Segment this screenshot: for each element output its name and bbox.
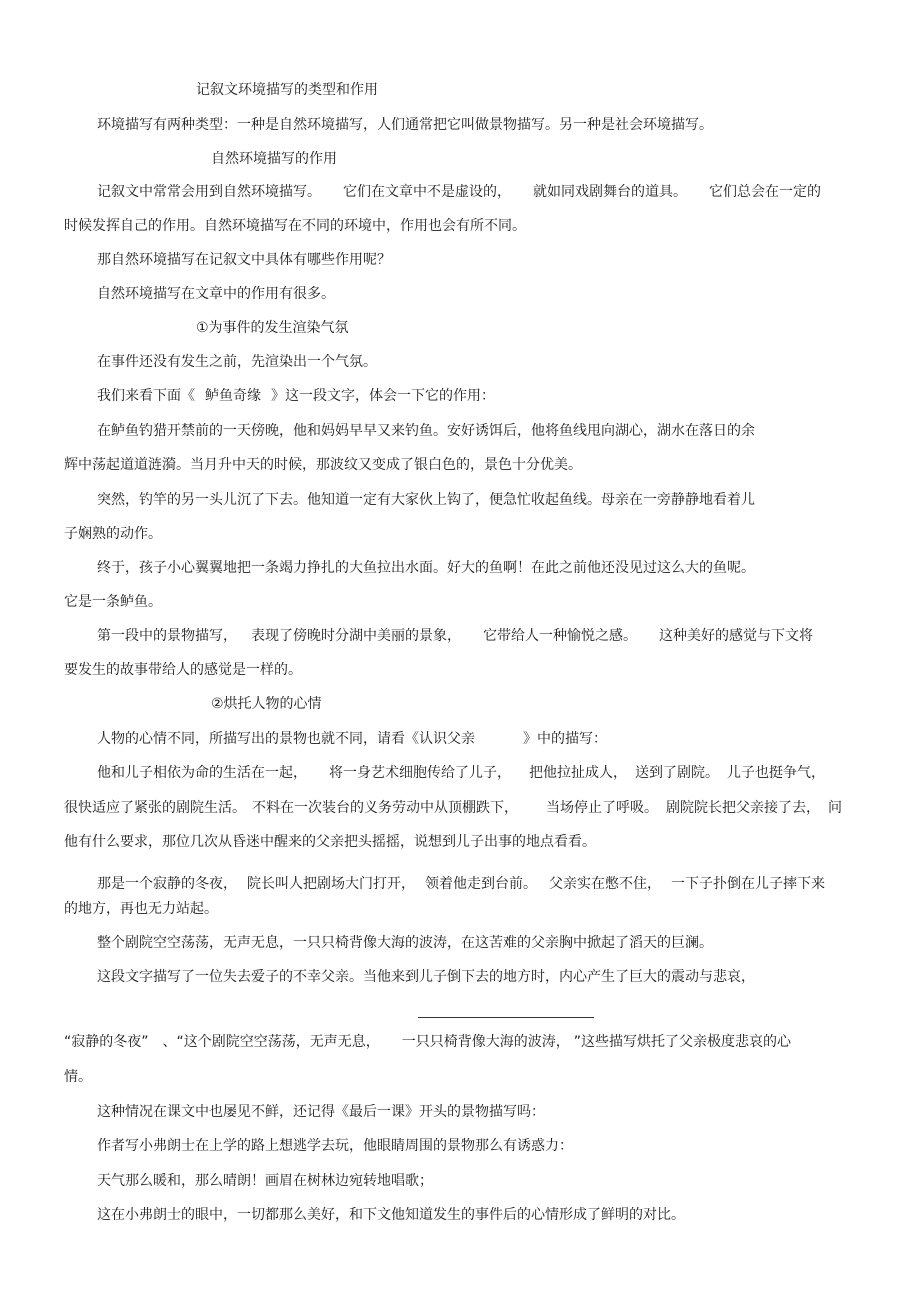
text-run: 第一段中的景物描写，	[97, 628, 237, 644]
paragraph-line: 辉中荡起道道涟漪。当月升中天的时候，那波纹又变成了银白色的，景色十分优美。	[64, 457, 582, 473]
paragraph-line: 在事件还没有发生之前，先渲染出一个气氛。	[97, 354, 377, 370]
paragraph-line: 它是一条鲈鱼。	[64, 594, 162, 610]
text-run: 他和儿子相依为命的生活在一起，	[97, 765, 307, 781]
paragraph-line: 天气那么暖和，那么晴朗！画眉在树林边宛转地唱歌；	[97, 1173, 433, 1189]
paragraph-line: 在鲈鱼钓猎开禁前的一天傍晚，他和妈妈早早又来钓鱼。安好诱饵后，他将鱼线甩向湖心，湖水在落日的余	[97, 423, 755, 439]
intro-paragraph: 环境描写有两种类型：一种是自然环境描写，人们通常把它叫做景物描写。另一种是社会环境描写。	[97, 117, 713, 133]
text-run: 院长叫人把剧场大门打开，	[247, 876, 415, 892]
text-run: 剧院院长把父亲接了去，	[666, 800, 820, 816]
text-run: 那是一个寂静的冬夜，	[97, 876, 237, 892]
text-run: 表现了傍晚时分湖中美丽的景象，	[251, 628, 461, 644]
paragraph-line	[97, 182, 821, 202]
paragraph-line: 终于，孩子小心翼翼地把一条竭力挣扎的大鱼拉出水面。好大的鱼啊！在此之前他还没见过这么大的鱼呢。	[97, 560, 755, 576]
text-run: 不料在一次装台的义务劳动中从顶棚跌下，	[252, 800, 518, 816]
subheading: ①为事件的发生渲染气氛	[196, 320, 349, 336]
text-run: 很快适应了紧张的剧院生活。	[64, 800, 246, 816]
text-run: 我们来看下面《	[97, 388, 195, 404]
text-run: 》中的描写：	[523, 731, 607, 747]
text-run: 儿子也挺争气，	[727, 765, 825, 781]
text-run: 人物的心情不同，所描写出的景物也就不同，请看《认识父亲	[97, 731, 475, 747]
text-run: 记叙文中常常会用到自然环境描写。	[97, 184, 321, 200]
text-run: “寂静的冬夜”	[64, 1034, 149, 1050]
paragraph-line: 要发生的故事带给人的感觉是一样的。	[64, 662, 302, 678]
text-run: 、“这个剧院空空荡荡，无声无息，	[162, 1034, 380, 1050]
paragraph-line: 情。	[64, 1069, 92, 1085]
text-run: 父亲实在憋不住，	[549, 876, 661, 892]
subheading: ②烘托人物的心情	[211, 696, 322, 712]
paragraph-line	[97, 626, 813, 646]
text-run: 一下子扑倒在儿子摔下来	[671, 876, 825, 892]
doc-title: 记叙文环境描写的类型和作用	[196, 82, 378, 98]
paragraph-line: 时候发挥自己的作用。自然环境描写在不同的环境中，作用也会有所不同。	[64, 218, 526, 234]
paragraph-line: 整个剧院空空荡荡，无声无息，一只只椅背像大海的波涛，在这苦难的父亲胸中掀起了滔天的巨澜。	[97, 935, 713, 951]
paragraph-line: 自然环境描写在文章中的作用有很多。	[97, 286, 335, 302]
text-run: 》这一段文字，体会一下它的作用：	[271, 388, 495, 404]
paragraph-line: 这段文字描写了一位失去爱子的不幸父亲。当他来到儿子倒下去的地方时，内心产生了巨大的震动与悲哀，	[97, 969, 755, 985]
text-run: 它们总会在一定的	[709, 184, 821, 200]
text-run: 问	[828, 800, 842, 816]
paragraph-line	[64, 798, 842, 818]
paragraph-line: 子娴熟的动作。	[64, 526, 162, 542]
paragraph-line: 突然，钓竿的另一头儿沉了下去。他知道一定有大家伙上钩了，便急忙收起鱼线。母亲在一旁静静地看着儿	[97, 492, 755, 508]
text-run: 一只只椅背像大海的波涛，	[401, 1034, 570, 1050]
paragraph-line: 那自然环境描写在记叙文中具体有哪些作用呢？	[97, 252, 391, 268]
text-run: 它们在文章中不是虚设的，	[343, 184, 511, 200]
paragraph-line	[97, 729, 607, 749]
text-run: 将一身艺术细胞传给了儿子，	[329, 765, 511, 781]
paragraph-line: 作者写小弗朗士在上学的路上想逃学去玩，他眼睛周围的景物那么有诱惑力：	[97, 1138, 573, 1154]
text-run: 领着他走到台前。	[425, 876, 537, 892]
paragraph-line	[97, 763, 825, 783]
paragraph-line: 这种情况在课文中也屡见不鲜，还记得《最后一课》开头的景物描写吗：	[97, 1104, 545, 1120]
text-run: 它带给人一种愉悦之感。	[483, 628, 637, 644]
paragraph-line	[97, 386, 495, 406]
text-run: 把他拉扯成人，	[529, 765, 627, 781]
text-run: 鲈鱼奇缘	[205, 388, 261, 404]
text-run: ”这些描写烘托了父亲极度悲哀的心	[573, 1034, 792, 1050]
paragraph-line: 的地方，再也无力站起。	[64, 901, 218, 917]
paragraph-line	[97, 874, 825, 894]
text-run: 这种美好的感觉与下文将	[659, 628, 813, 644]
paragraph-line	[64, 1032, 791, 1052]
paragraph-line: 这在小弗朗士的眼中，一切都那么美好，和下文他知道发生的事件后的心情形成了鲜明的对比。	[97, 1207, 685, 1223]
text-run: 就如同戏剧舞台的道具。	[533, 184, 687, 200]
paragraph-line: 他有什么要求，那位几次从昏迷中醒来的父亲把头摇摇，说想到儿子出事的地点看看。	[64, 834, 596, 850]
divider-line	[418, 1017, 594, 1018]
text-run: 送到了剧院。	[635, 765, 719, 781]
text-run: 当场停止了呼吸。	[546, 800, 658, 816]
section-title: 自然环境描写的作用	[211, 151, 337, 167]
